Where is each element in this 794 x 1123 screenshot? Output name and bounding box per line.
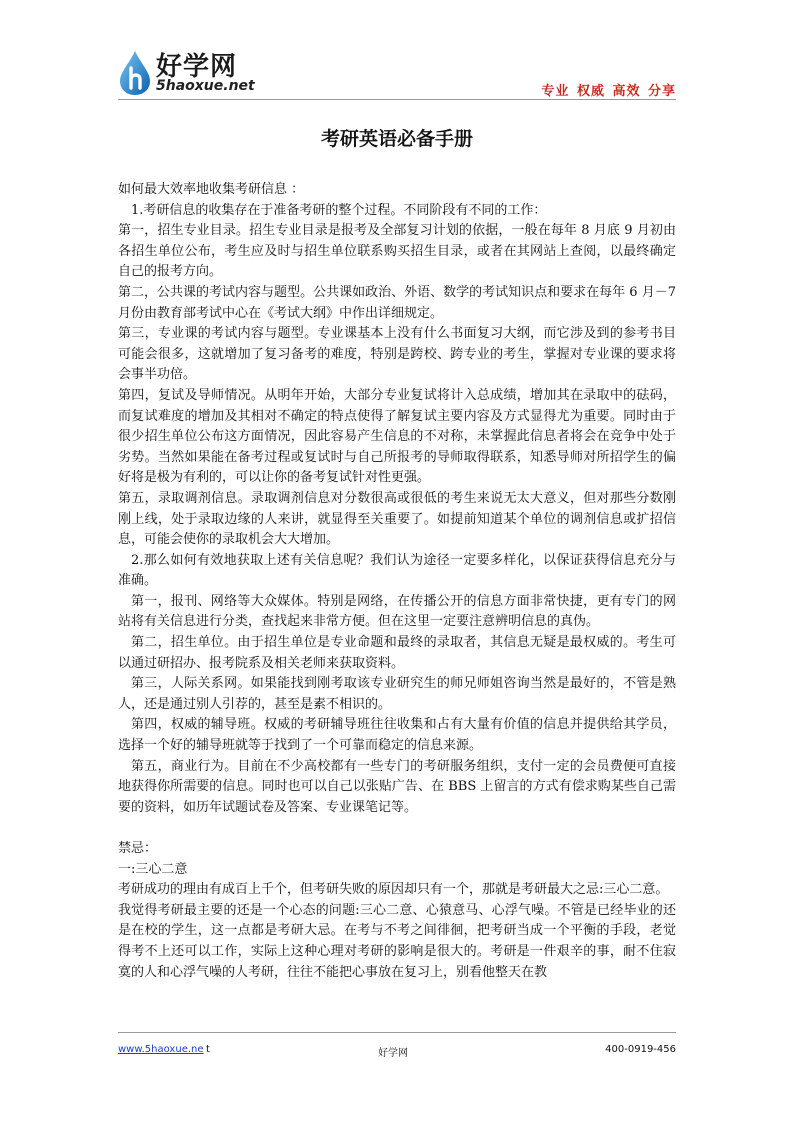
paragraph: 如何最大效率地收集考研信息 ： bbox=[118, 182, 305, 197]
page-footer bbox=[118, 1044, 676, 1060]
logo-chinese-text: 好学网 bbox=[156, 52, 238, 82]
paragraph: 第二，招生单位。由于招生单位是专业命题和最终的录取者，其信息无疑是最权威的。考生可以通过研招办、报考院系及相关老师来获取资料。 bbox=[118, 635, 676, 671]
paragraph: 考研成功的理由有成百上千个，但考研失败的原因却只有一个，那就是考研最大之忌:三心二意。 bbox=[118, 882, 669, 898]
paragraph: 第一，招生专业目录。招生专业目录是报考及全部复习计划的依据，一般在每年 8 月底 9 月初由各招生单位公布，考生应及时与招生单位联系购买招生目录，或者在其网站上查阅，以最终确定自己的报考方向。 bbox=[118, 223, 676, 280]
paragraph: 第五，录取调剂信息。录取调剂信息对分数很高或很低的考生来说无太大意义，但对那些分数刚刚上线，处于录取边缘的人来讲，就显得至关重要了。如提前知道某个单位的调剂信息或扩招信息，可能会使你的录取机会大大增加。 bbox=[118, 490, 676, 548]
paragraph: 第一，报刊、网络等大众媒体。特别是网络，在传播公开的信息方面非常快捷，更有专门的网站将有关信息进行分类，查找起来非常方便。但在这里一定要注意辨明信息的真伪。 bbox=[118, 593, 676, 630]
footer-website-link[interactable]: www.5haoxue.ne bbox=[118, 1044, 204, 1055]
footer-phone: 400-0919-456 bbox=[605, 1044, 676, 1055]
paragraph: 第四，复试及导师情况。从明年开始，大部分专业复试将计入总成绩，增加其在录取中的砝码，而复试难度的增加及其相对不确定的特点使得了解复试主要内容及方式显得尤为重要。同时由于很少招生单位公布这方面情况，因此容易产生信息的不对称，未掌握此信息者将会在竞争中处于劣势。当然如果能在备考过程或复试时与自己所报考的导师取得联系，知悉导师对所招学生的偏好将是极为有利的，可以让你的备考复试针对性更强。 bbox=[118, 387, 676, 486]
page-header bbox=[118, 40, 676, 98]
paragraph: 2.那么如何有效地获取上述有关信息呢？我们认为途径一定要多样化，以保证获得信息充分与准确。 bbox=[118, 552, 676, 589]
paragraph: 第三，专业课的考试内容与题型。专业课基本上没有什么书面复习大纲，而它涉及到的参考书目可能会很多，这就增加了复习备考的难度，特别是跨校、跨专业的考生，掌握对专业课的要求将会事半功倍。 bbox=[118, 326, 676, 383]
section-heading: 禁忌： bbox=[118, 841, 158, 856]
paragraph: 第二，公共课的考试内容与题型。公共课如政治、外语、数学的考试知识点和要求在每年 6 月－7 月份由教育部考试中心在《考试大纲》中作出详细规定。 bbox=[118, 284, 676, 321]
header-divider bbox=[118, 99, 676, 100]
paragraph: 第四，权威的辅导班。权威的考研辅导班往往收集和占有大量有价值的信息并提供给其学员，选择一个好的辅导班就等于找到了一个可靠而稳定的信息来源。 bbox=[118, 717, 676, 754]
water-drop-icon bbox=[118, 50, 152, 96]
header-tagline: 专业 权威 高效 分享 bbox=[541, 84, 676, 99]
paragraph: 第五，商业行为。目前在不少高校都有一些专门的考研服务组织，支付一定的会员费便可直接地获得你所需要的信息。同时也可以自己以张贴广告、在 BBS 上留言的方式有偿求购某些自己需要的资料，如历年试题试卷及答案、专业课笔记等。 bbox=[118, 758, 676, 815]
document-body bbox=[118, 180, 676, 983]
paragraph: 我觉得考研最主要的还是一个心态的问题:三心二意、心猿意马、心浮气噪。不管是已经毕业的还是在校的学生，这一点都是考研大忌。在考与不考之间徘徊，把考研当成一个平衡的手段，老觉得考不上还可以工作，实际上这种心理对考研的影响是很大的。考研是一件艰辛的事，耐不住寂寞的人和心浮气噪的人考研，往往不能把心事放在复习上，别看他整天在教 bbox=[118, 902, 676, 980]
subsection-heading: 一:三心二意 bbox=[118, 861, 188, 877]
document-title: 考研英语必备手册 bbox=[320, 128, 473, 150]
paragraph: 1.考研信息的收集存在于准备考研的整个过程。不同阶段有不同的工作： bbox=[131, 202, 547, 218]
paragraph: 第三，人际关系网。如果能找到刚考取该专业研究生的师兄师姐咨询当然是最好的，不管是熟人，还是通过别人引荐的，甚至是素不相识的。 bbox=[118, 676, 676, 712]
logo bbox=[118, 46, 268, 98]
footer-site-name: 好学网 bbox=[378, 1048, 408, 1059]
footer-divider bbox=[118, 1032, 676, 1033]
logo-english-text: 5haoxue.net bbox=[156, 78, 255, 94]
footer-link-tail: t bbox=[206, 1044, 210, 1055]
